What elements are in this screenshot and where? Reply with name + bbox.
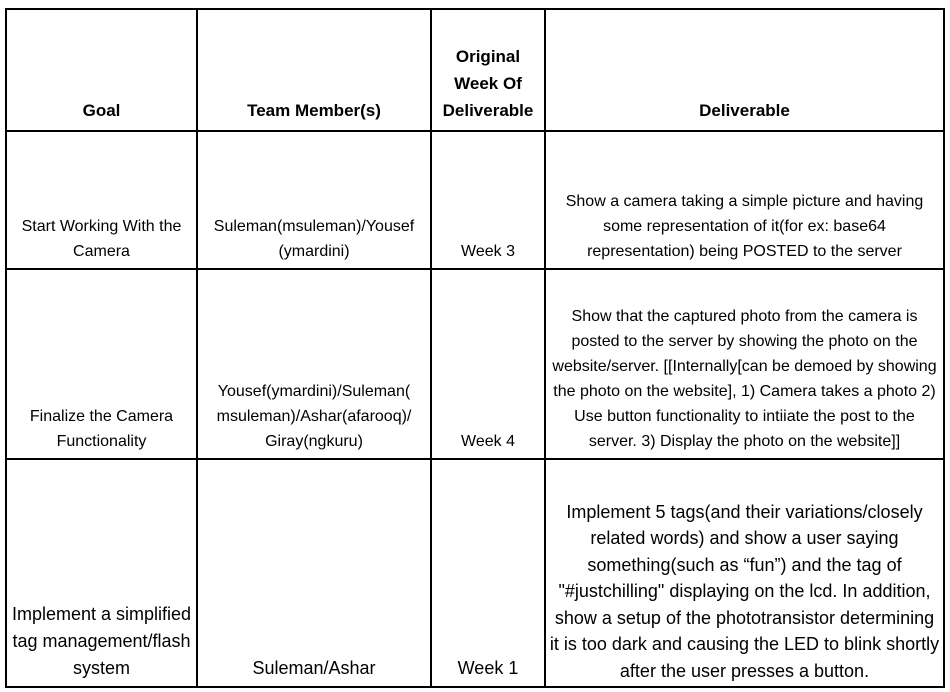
header-original-week: Original Week Of Deliverable bbox=[431, 9, 545, 131]
table-row bbox=[6, 131, 944, 269]
team-cell: Suleman/Ashar bbox=[197, 459, 431, 687]
week-cell: Week 4 bbox=[431, 269, 545, 459]
goal-cell: Finalize the Camera Functionality bbox=[6, 269, 197, 459]
header-deliverable: Deliverable bbox=[545, 9, 944, 131]
header-row bbox=[6, 9, 944, 131]
header-team-members: Team Member(s) bbox=[197, 9, 431, 131]
deliverable-cell: Show that the captured photo from the camera is posted to the server by showing the photo on the website/server. [[Internally[can be demoed by showing the photo on the website], 1) Camera takes a photo 2) Use button functionality to intiiate the post to the server. 3) Display the photo on the website]] bbox=[545, 269, 944, 459]
deliverable-cell: Show a camera taking a simple picture and having some representation of it(for ex: base64 representation) being POSTED to the server bbox=[545, 131, 944, 269]
week-cell: Week 1 bbox=[431, 459, 545, 687]
table-row bbox=[6, 269, 944, 459]
table-row bbox=[6, 459, 944, 687]
team-cell: Suleman(msuleman)/Yousef (ymardini) bbox=[197, 131, 431, 269]
week-cell: Week 3 bbox=[431, 131, 545, 269]
deliverables-sheet bbox=[5, 8, 943, 686]
header-goal: Goal bbox=[6, 9, 197, 131]
goal-cell: Start Working With the Camera bbox=[6, 131, 197, 269]
goal-cell: Implement a simplified tag management/flash system bbox=[6, 459, 197, 687]
deliverables-table bbox=[5, 8, 945, 688]
deliverable-cell: Implement 5 tags(and their variations/closely related words) and show a user saying something(such as “fun”) and the tag of "#justchilling" displaying on the lcd. In addition, show a setup of the phototransistor determining it is too dark and causing the LED to blink shortly after the user presses a button. bbox=[545, 459, 944, 687]
team-cell: Yousef(ymardini)/Suleman( msuleman)/Ashar(afarooq)/ Giray(ngkuru) bbox=[197, 269, 431, 459]
